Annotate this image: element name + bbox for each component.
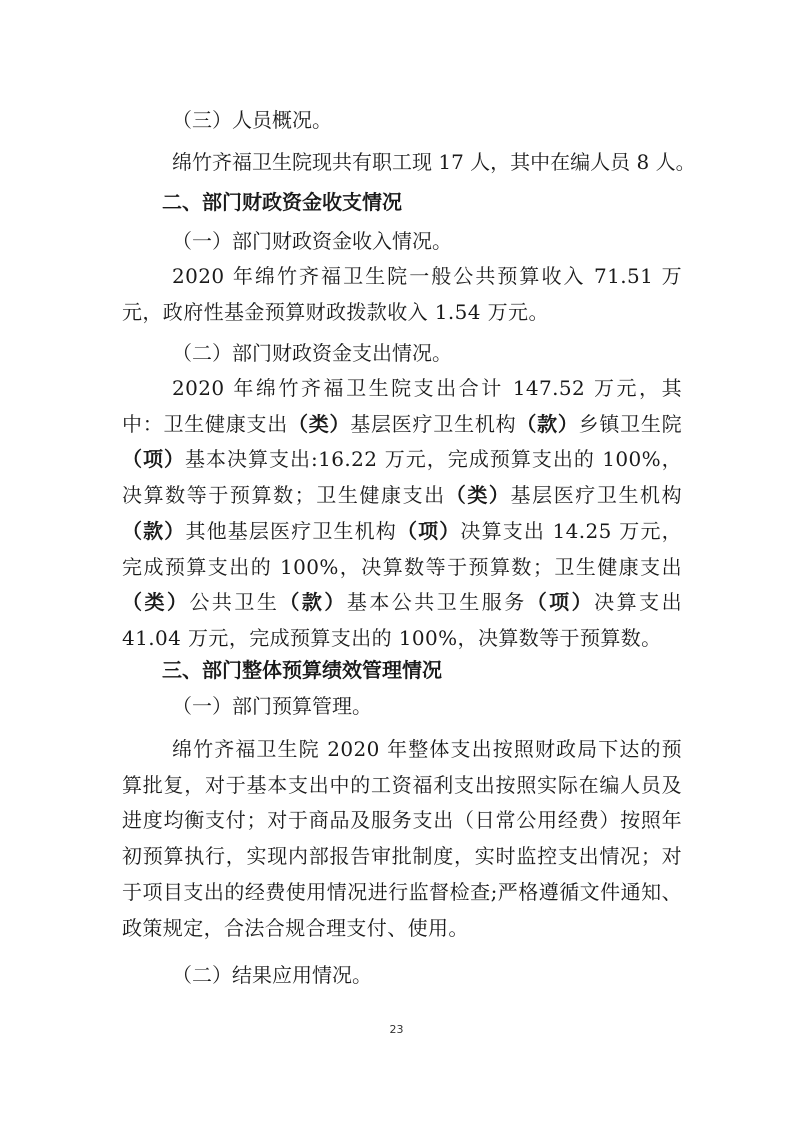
budget-subheading: （一）部门预算管理。 xyxy=(172,694,372,718)
section-tag: （款） xyxy=(122,518,186,543)
section-heading-3: 三、部门整体预算绩效管理情况 xyxy=(162,658,442,682)
expense-text-3: 乡镇卫生院 xyxy=(578,411,683,436)
expense-text-2: 基层医疗卫生机构 xyxy=(350,411,517,436)
income-paragraph: 2020 年绵竹齐福卫生院一般公共预算收入 71.51 万元，政府性基金预算财政拨款收入 1.54 万元。 xyxy=(122,264,682,324)
section-tag: （款） xyxy=(279,590,347,615)
expense-text-8: 公共卫生 xyxy=(189,590,280,615)
item-tag: （项） xyxy=(526,590,595,615)
expense-text-7: 决算支出 14.25 万元，完成预算支出的 100%，决算数等于预算数；卫生健康支出 xyxy=(122,518,682,579)
expense-text-5: 基层医疗卫生机构 xyxy=(510,483,683,508)
category-tag: （类） xyxy=(122,590,190,615)
expense-text-1: 2020 年绵竹齐福卫生院支出合计 147.52 万元，其中：卫生健康支出 xyxy=(122,376,682,436)
expense-text-10: 决算支出 41.04 万元，完成预算支出的 100%，决算数等于预算数。 xyxy=(122,590,683,650)
item-tag: （项） xyxy=(122,447,186,472)
personnel-text: 绵竹齐福卫生院现共有职工现 17 人，其中在编人员 8 人。 xyxy=(172,150,696,174)
page-number: 23 xyxy=(389,1023,404,1036)
personnel-subheading: （三）人员概况。 xyxy=(172,108,332,132)
item-tag: （项） xyxy=(396,518,461,543)
expense-text-9: 基本公共卫生服务 xyxy=(346,590,527,615)
section-tag: （款） xyxy=(516,411,579,436)
expense-text-6: 其他基层医疗卫生机构 xyxy=(185,518,397,543)
expense-paragraph xyxy=(122,371,682,657)
result-subheading: （二）结果应用情况。 xyxy=(172,963,372,987)
section-heading-2: 二、部门财政资金收支情况 xyxy=(162,190,402,214)
budget-paragraph: 绵竹齐福卫生院 2020 年整体支出按照财政局下达的预算批复，对于基本支出中的工资福利支出按照实际在编人员及进度均衡支付；对于商品及服务支出（日常公用经费）按照年初预算执行，实现内部报告审批制度，实时监控支出情况；对于项目支出的经费使用情况进行监督检查;严格遵循文件通知、政策规定，合法合规合理支付、使用。 xyxy=(122,737,682,940)
income-subheading: （一）部门财政资金收入情况。 xyxy=(172,229,452,253)
expense-text-4: 基本决算支出:16.22 万元，完成预算支出的 100%，决算数等于预算数；卫生健康支出 xyxy=(122,447,682,508)
category-tag: （类） xyxy=(445,483,511,508)
category-tag: （类） xyxy=(288,411,351,436)
expense-subheading: （二）部门财政资金支出情况。 xyxy=(172,341,452,365)
